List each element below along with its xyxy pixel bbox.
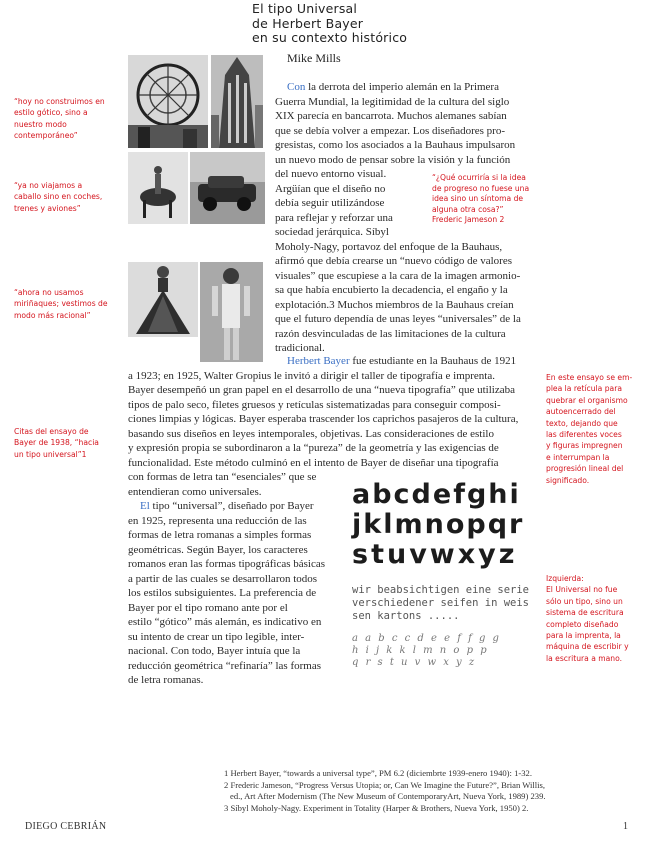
handwriting-line: h i j k k l m n o p p [352,645,489,656]
text-line: razón desvinculadas de las limitaciones de la cultura [275,327,506,340]
quote-line: sólo un tipo, sino un [546,596,623,606]
text-line: ciones limpias y lógicas. Bayer esperaba trascender los caprichos pasajeros de la cultura, [128,413,519,425]
quote-line: completo diseñado [546,619,619,629]
text-line: fue estudiante en la Bauhaus de 1921 [349,355,517,367]
text-line: Argüían que el diseño no [275,182,386,195]
text-line: a 1923; en 1925, Walter Gropius le invitó a dirigir el taller de tipografía e imprenta. [128,369,495,382]
text-line: en 1925, representa una reducción de las [128,514,307,527]
text-line: explotación.3 Muchos miembros de la Bauhaus creían [275,298,514,311]
paragraph-1 [275,80,521,356]
text-line: que se debía volver a empezar. Los diseñadores pro- [275,124,505,137]
title-line: El tipo Universal [252,1,358,16]
specimen-row: abcdefghi [352,479,521,510]
specimen-row: stuvwxyz [352,539,518,570]
typewriter-line: sen kartons ..... [352,610,460,622]
text-line: con formas de letra tan “esenciales” que se [128,471,317,483]
quote-line: “¿Qué ocurriría si la idea [432,173,526,182]
text-line: nacional. Con todo, Bayer intuía que la [128,645,301,657]
drop-word: El [140,500,150,512]
paragraph-3 [128,499,325,688]
footnotes [224,768,546,814]
drop-word: Con [287,81,306,93]
quote-line: máquina de escribir y [546,642,629,652]
text-line: Bayer por el tipo romano ante por el [128,601,288,614]
text-line: visuales” que escupiese a la cara de la imagen armonio- [275,269,521,282]
quote-line: progresión lineal del [546,464,624,474]
page-number: 1 [623,821,628,832]
text-line: funcionalidad. Este método culminó en el intento de Bayer de diseñar una tipografía [128,456,499,469]
horse-rider-image [128,152,188,224]
quote-line: trenes y aviones” [14,203,81,213]
quote-line: “ya no viajamos a [14,181,83,190]
quote-line: estilo gótico, sino a [14,108,88,118]
text-line: del nuevo entorno visual. [275,168,387,180]
quote-line: contemporáneo” [14,131,78,141]
izquierda-note [546,573,629,664]
handwriting-line: a a b c c d e e f f g g [352,633,501,644]
photo-skyscraper [211,55,263,148]
skyscraper-image [211,55,263,148]
text-line: romanos eran las formas tipográficas básicas [128,558,326,570]
text-line: un nuevo modo de pensar sobre la visión y la función [275,153,511,166]
photo-horse-rider [128,152,188,224]
car-image [190,152,265,224]
title-line: en su contexto histórico [252,30,408,45]
text-line: Guerra Mundial, la legitimidad de la cultura del siglo [275,95,510,108]
quote-line: significado. [546,475,590,485]
text-line: a partir de las cuales se desarrollaron todos [128,572,318,585]
quote-line: quebrar el organismo [546,395,628,405]
text-line: tipos de palo seco, filetes gruesos y retículas sistematizadas para conseguir composi- [128,398,501,411]
text-line: tipo “universal”, diseñado por Bayer [149,500,314,512]
quote-line: En este ensayo se em- [546,373,633,382]
quote-line: y figuras impregnen [546,441,623,451]
text-line: Bayer desempeñó un gran papel en el desarrollo de una “nueva tipografía” que utilizaba [128,384,515,396]
text-line: sa que había encubierto la decadencia, el engaño y la [275,284,508,296]
title-line: de Herbert Bayer [252,15,364,31]
text-line: formas de letra romanas a simples formas [128,529,312,541]
modern-woman-image [200,262,263,362]
quote-line: autoencerrado del [546,407,616,417]
text-line: Moholy-Nagy, portavoz del enfoque de la Bauhaus, [275,240,503,253]
quote-line: para la imprenta, la [546,631,621,641]
quote-line: e interrumpan la [546,452,610,462]
quote-line: un tipo universal”1 [14,449,87,459]
footnote: 1 Herbert Bayer, “towards a universal type”, PM 6.2 (diciembrte 1939-enero 1940): 1-32. [224,768,532,778]
quote-line: miriñaques; vestimos de [14,299,108,309]
side-quote-horse [14,180,102,214]
quote-line: plea la retícula para [546,384,622,394]
quote-line: alguna otra cosa?” [432,204,504,214]
quote-line: Citas del ensayo de [14,427,89,436]
text-line: estilo “gótico” más alemán, es indicativo en [128,616,322,628]
photo-ferris-wheel [128,55,208,148]
footnote: 2 Frederic Jameson, “Progress Versus Utopia; or, Can We Imagine the Future?”, Brian Willis, [224,779,546,790]
side-quote-dress [14,287,108,321]
typewriter-line: wir beabsichtigen eine serie [352,584,530,596]
quote-line: Frederic Jameson 2 [432,215,505,224]
text-line: la derrota del imperio alemán en la Primera [305,81,499,93]
quote-line: modo más racional” [14,310,91,320]
quote-line: de progreso no fuese una [432,183,530,193]
text-line: afirmó que debía crearse un “nuevo código de valores [275,255,513,267]
footer-author: DIEGO CEBRIÁN [25,821,107,832]
highlight-name: Herbert Bayer [287,355,350,367]
text-line: y expresión propia se subordinaron a la “pureza” de la geometría y las exigencias de [128,442,499,454]
side-quote-source [14,426,99,460]
text-line: para reflejar y reforzar una [275,211,393,224]
text-line: geométricas. Según Bayer, los caracteres [128,543,308,556]
typeface-specimen [352,480,542,669]
grid-note [546,372,632,486]
text-line: gresistas, como los asociados a la Bauhaus impulsaron [275,139,516,151]
text-line: reducción geométrica “refinaría” las formas [128,659,322,672]
quote-line: texto, dejando que [546,418,618,428]
quote-line: Bayer de 1938, “hacia [14,438,99,448]
author-name: Mike Mills [287,51,341,65]
photo-crinoline-dress [128,262,198,337]
text-line: tradicional. [275,342,325,354]
handwriting-line: q r s t u v w x y z [352,657,477,668]
paragraph-2 [128,354,518,499]
quote-line: El Universal no fue [546,585,618,595]
typewriter-line: verschiedener seifen in weis [352,597,530,609]
text-line: su intento de crear un tipo legible, inter- [128,630,305,643]
photo-modern-woman [200,262,263,362]
quote-line: “ahora no usamos [14,288,84,297]
text-line: los estilos subsiguientes. La preferencia de [128,587,317,599]
text-line: basando sus diseños en leyes intemporales, objetivas. Las consideraciones de estilo [128,427,494,440]
quote-line: las diferentes voces [546,430,622,440]
crinoline-dress-image [128,262,198,337]
quote-line: Izquierda: [546,574,584,583]
text-line: entendieran como universales. [128,485,262,498]
text-line: de letra romanas. [128,674,204,686]
article-title [252,2,407,46]
quote-line: “hoy no construimos en [14,97,105,106]
side-quote-gothic [14,96,105,142]
footnote: 3 Síbyl Moholy-Nagy. Experiment in Totality (Harper & Brothers, Nueva York, 1950) 2. [224,802,529,813]
text-line: que el futuro dependía de unas leyes “universales” de la [275,313,521,325]
ferris-wheel-image [128,55,208,148]
quote-line: la escritura a mano. [546,653,623,663]
specimen-row: jklmnopqr [352,509,525,540]
quote-line: nuestro modo [14,119,67,129]
text-line: debía seguir utilizándose [275,197,385,209]
quote-line: sistema de escritura [546,608,624,618]
text-line: sociedad jerárquica. Síbyl [275,226,389,238]
quote-line: idea sino un síntoma de [432,194,524,203]
text-line: XIX parecía en bancarrota. Muchos alemanes sabían [275,110,507,122]
footnote: ed., Art After Modernism (The New Museum of ContemporaryArt, Nueva York, 1989) 239. [230,791,546,801]
quote-line: caballo sino en coches, [14,192,103,202]
photo-car [190,152,265,224]
